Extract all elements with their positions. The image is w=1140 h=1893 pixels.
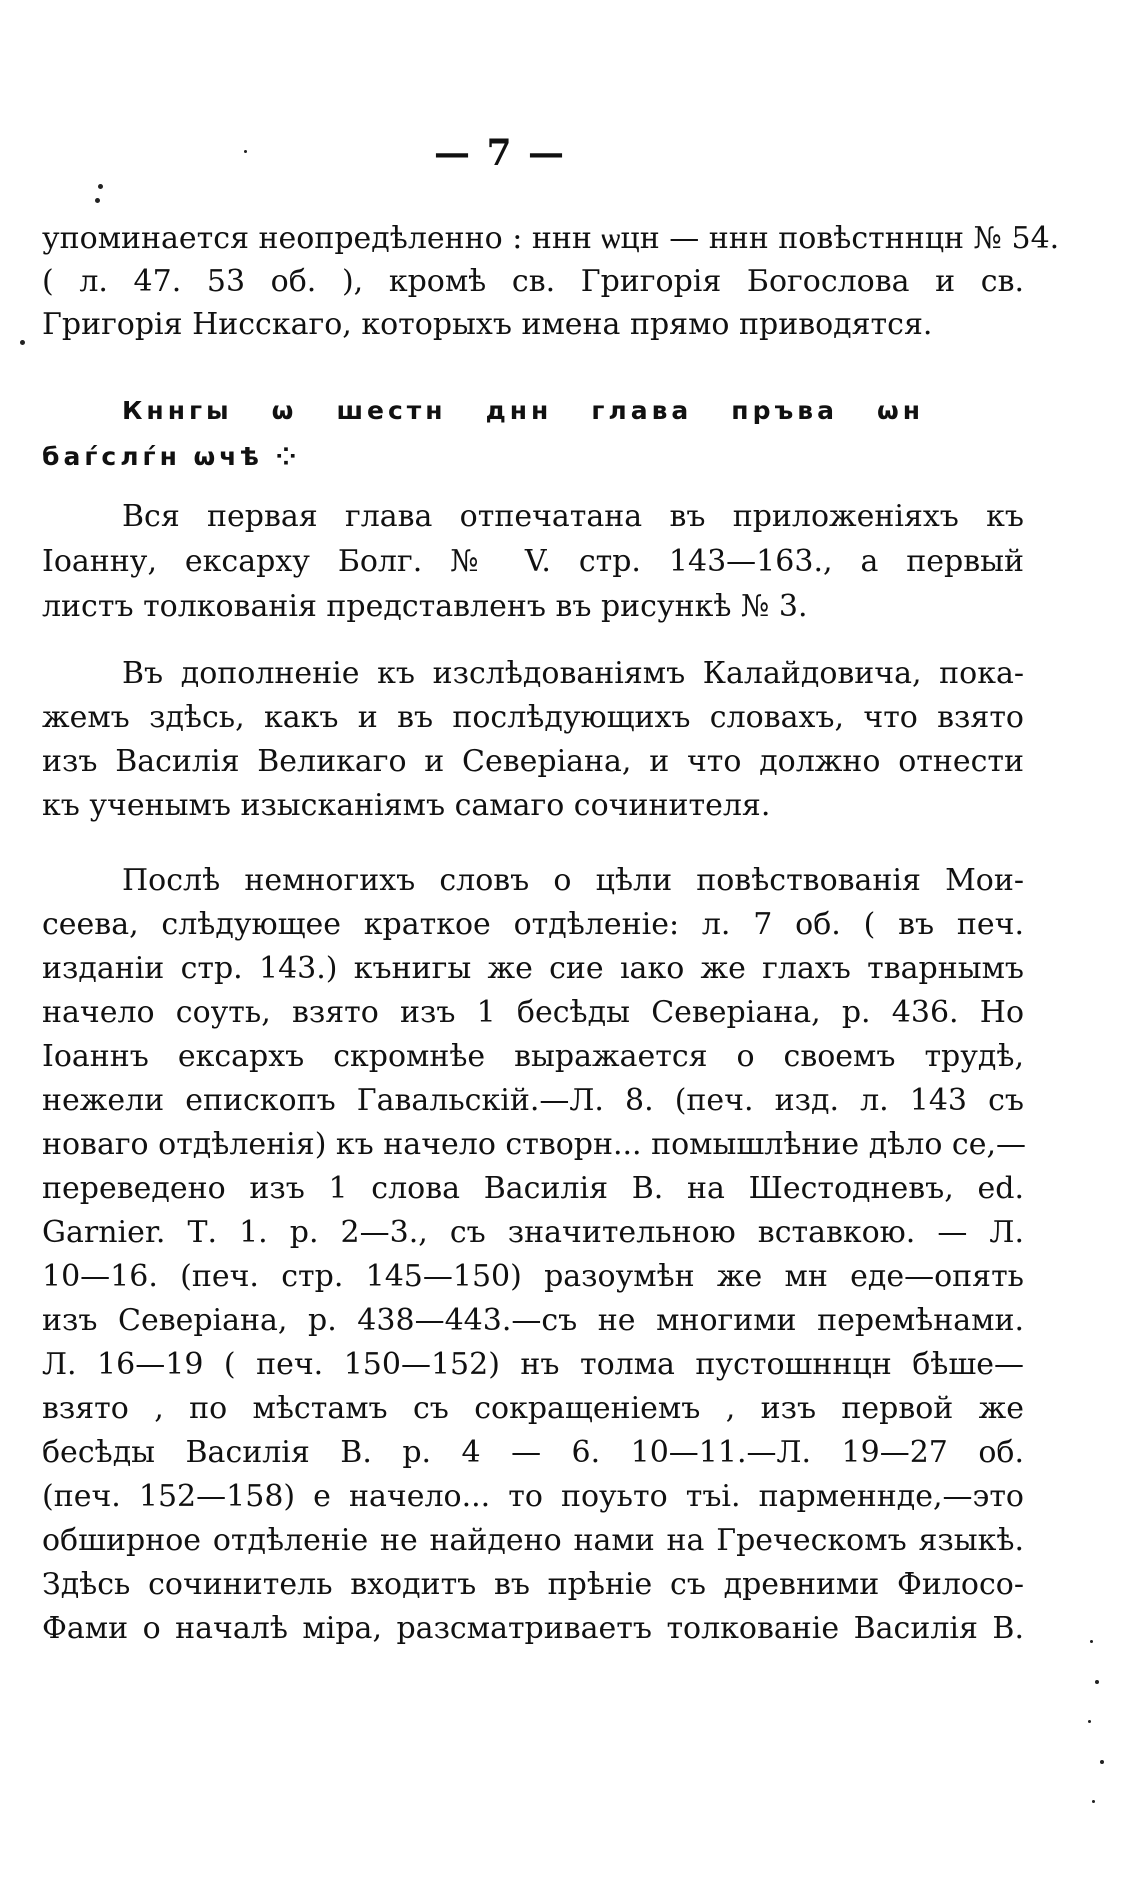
print-speck bbox=[1090, 1640, 1093, 1643]
text-line: Послѣ немногихъ словъ о цѣли повѣствованія Мои- bbox=[122, 863, 1024, 898]
text-line: жемъ здѣсь, какъ и въ послѣдующихъ словахъ, что взято bbox=[42, 700, 1024, 735]
text-line: Вся первая глава отпечатана въ приложеніяхъ къ bbox=[122, 499, 1024, 534]
slavonic-heading-line: Кннгы ѡ шестн днн глава пръва ѡн bbox=[122, 396, 924, 425]
text-line: сеева, слѣдующее краткое отдѣленіе: л. 7 об. ( въ печ. bbox=[42, 907, 1024, 942]
text-line: Фами о началѣ міра, разсматриваетъ толкованіе Василія В. bbox=[42, 1611, 1024, 1646]
text-line: Григорія Нисскаго, которыхъ имена прямо приводятся. bbox=[42, 307, 933, 342]
print-speck bbox=[1095, 1680, 1099, 1684]
text-line: начело соуть, взято изъ 1 бесѣды Северіана, р. 436. Но bbox=[42, 995, 1024, 1030]
text-line: Въ дополненіе къ изслѣдованіямъ Калайдовича, пока- bbox=[122, 656, 1024, 691]
text-line: Л. 16—19 ( печ. 150—152) нъ толма пустошннцн бѣше— bbox=[42, 1347, 1024, 1382]
text-line: бесѣды Василія В. р. 4 — 6. 10—11.—Л. 19—27 об. bbox=[42, 1435, 1024, 1470]
text-line: новаго отдѣленія) къ начело створн... помышлѣние дѣло се,— bbox=[42, 1127, 1027, 1162]
text-line: 10—16. (печ. стр. 145—150) разоумѣн же мн еде—опять bbox=[42, 1259, 1024, 1294]
slavonic-heading-line: баѓслѓн ѡчѣ ⁘ bbox=[42, 442, 301, 471]
print-speck bbox=[1100, 1760, 1104, 1764]
print-speck bbox=[95, 198, 100, 203]
text-line: изданіи стр. 143.) кънигы же сие ıако же глахъ тварнымъ bbox=[42, 951, 1024, 986]
print-speck bbox=[98, 184, 103, 189]
text-line: изъ Северіана, р. 438—443.—съ не многими перемѣнами. bbox=[42, 1303, 1024, 1338]
print-speck bbox=[1092, 1800, 1095, 1803]
print-speck bbox=[244, 150, 247, 153]
text-line: упоминается неопредѣленно : ннн ѡцн — ннн повѣстннцн № 54. bbox=[42, 221, 1060, 256]
text-line: обширное отдѣленіе не найдено нами на Греческомъ языкѣ. bbox=[42, 1523, 1024, 1558]
text-line: переведено изъ 1 слова Василія В. на Шестодневъ, ed. bbox=[42, 1171, 1024, 1206]
print-speck bbox=[20, 340, 25, 345]
text-line: взято , по мѣстамъ съ сокращеніемъ , изъ первой же bbox=[42, 1391, 1024, 1426]
text-line: Іоаннъ ексархъ скромнѣе выражается о своемъ трудѣ, bbox=[42, 1039, 1024, 1074]
print-speck bbox=[1088, 1720, 1091, 1723]
text-line: листъ толкованія представленъ въ рисункѣ № 3. bbox=[42, 589, 808, 624]
text-line: къ ученымъ изысканіямъ самаго сочинителя. bbox=[42, 788, 771, 823]
text-line: Іоанну, ексарху Болг. № V. стр. 143—163., а первый bbox=[42, 544, 1024, 579]
text-line: ( л. 47. 53 об. ), кромѣ св. Григорія Богослова и св. bbox=[42, 264, 1024, 299]
text-line: (печ. 152—158) е начело... то поуьто тъі. парменнде,—это bbox=[42, 1479, 1024, 1514]
text-line: изъ Василія Великаго и Северіана, и что должно отнести bbox=[42, 744, 1024, 779]
page-number: — 7 — bbox=[433, 132, 567, 174]
text-line: нежели епископъ Гавальскій.—Л. 8. (печ. изд. л. 143 съ bbox=[42, 1083, 1024, 1118]
text-line: Здѣсь сочинитель входитъ въ прѣніе съ древними Филосо- bbox=[42, 1567, 1024, 1602]
text-line: Garnier. Т. 1. р. 2—3., съ значительною вставкою. — Л. bbox=[42, 1215, 1024, 1250]
